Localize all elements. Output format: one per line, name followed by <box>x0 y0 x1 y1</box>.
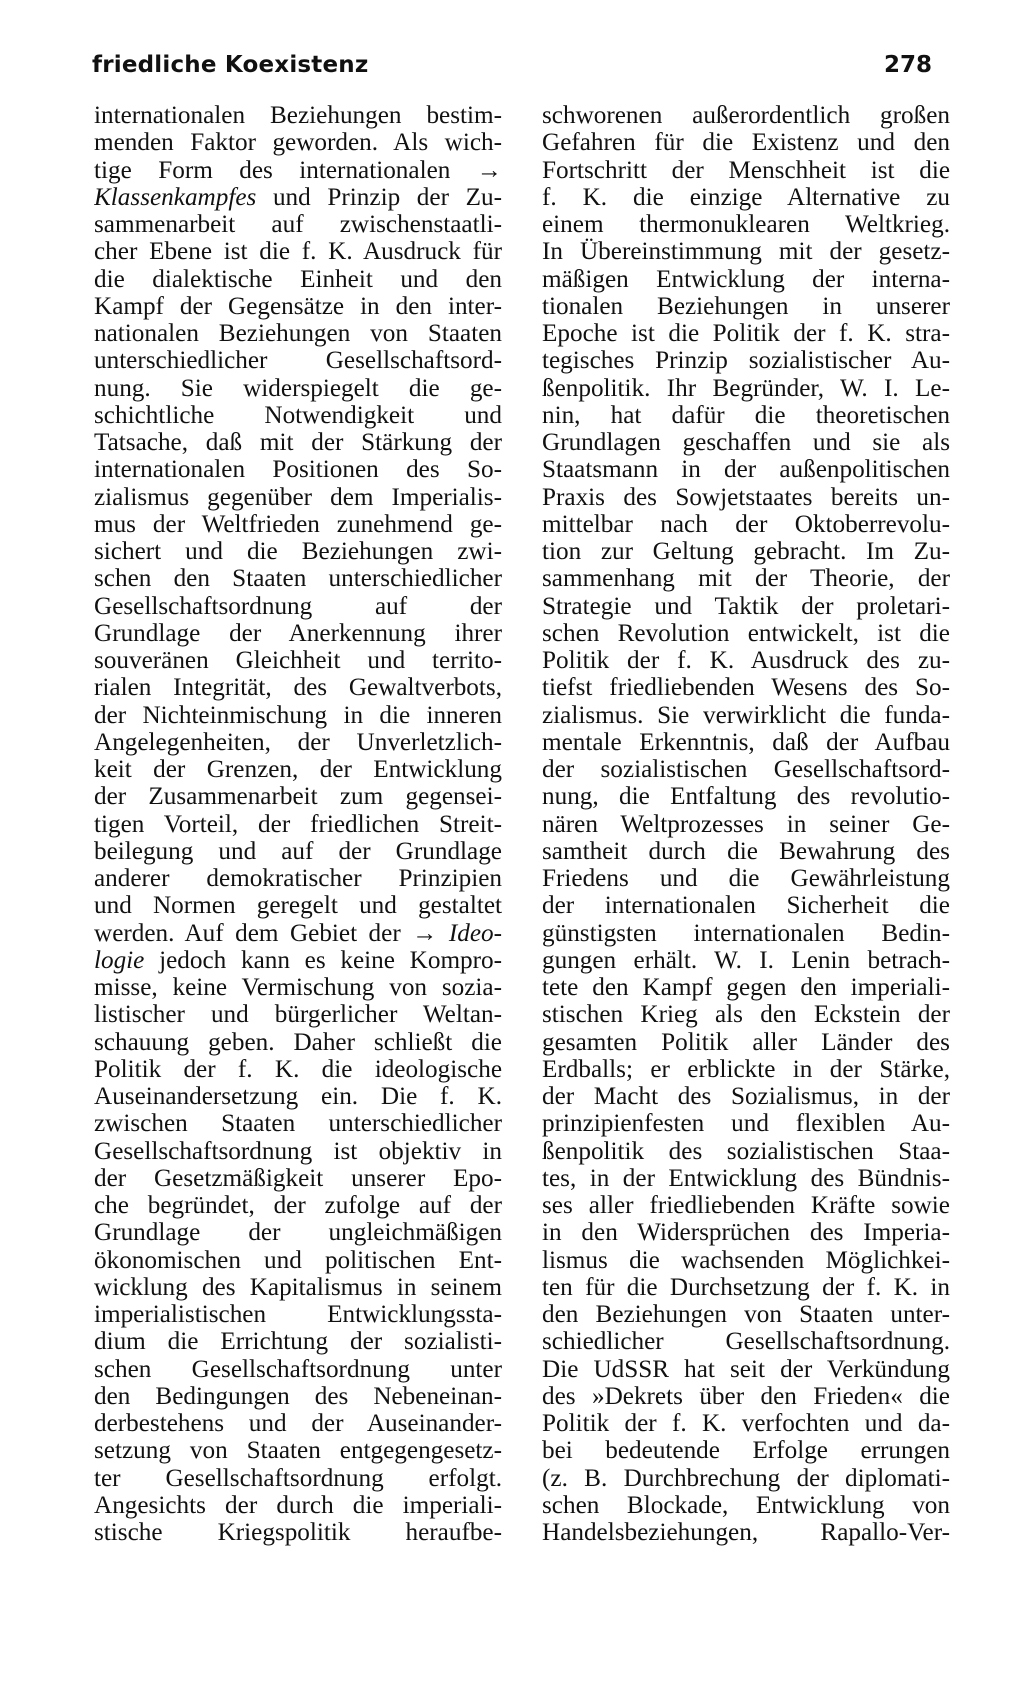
text-line: schen Revolution entwickelt, ist die <box>542 619 950 647</box>
text-line: nären Weltprozesses in seiner Ge- <box>542 810 950 838</box>
text-line: die dialektische Einheit und den <box>94 265 502 293</box>
text-line: Erdballs; er erblickte in der Stärke, <box>542 1055 950 1083</box>
text-line: der internationalen Sicherheit die <box>542 892 950 920</box>
text-line: einem thermonuklearen Weltkrieg. <box>542 211 950 238</box>
text-line: Tatsache, daß mit der Stärkung der <box>94 429 502 456</box>
text-line: beilegung und auf der Grundlage <box>94 837 502 865</box>
text-line: schichtliche Notwendigkeit und <box>94 401 502 429</box>
text-line: anderer demokratischer Prinzipien <box>94 865 502 892</box>
text-line: tegisches Prinzip sozialistischer Au- <box>542 347 950 375</box>
text-line: Kampf der Gegensätze in den inter- <box>94 292 502 320</box>
text-line: und Normen geregelt und gestaltet <box>94 892 502 920</box>
text-line: Grundlage der Anerkennung ihrer <box>94 619 502 647</box>
text-line: werden. Auf dem Gebiet der → Ideo- <box>94 919 502 947</box>
text-line: Handelsbeziehungen, Rapallo-Ver- <box>542 1519 950 1546</box>
text-line: der Zusammenarbeit zum gegensei- <box>94 783 502 811</box>
text-line: dium die Errichtung der sozialisti- <box>94 1328 502 1356</box>
text-line: mus der Weltfrieden zunehmend ge- <box>94 510 502 538</box>
text-line: nung, die Entfaltung des revolutio- <box>542 783 950 811</box>
text-line: wicklung des Kapitalismus in seinem <box>94 1273 502 1301</box>
text-line: stischen Krieg als den Eckstein der <box>542 1001 950 1029</box>
text-line: günstigsten internationalen Bedin- <box>542 919 950 947</box>
text-line: nationalen Beziehungen von Staaten <box>94 320 502 347</box>
text-line: schen den Staaten unterschiedlicher <box>94 565 502 593</box>
text-line: Gesellschaftsordnung ist objektiv in <box>94 1137 502 1165</box>
text-line: ßenpolitik des sozialistischen Staa- <box>542 1137 950 1165</box>
text-line: listischer und bürgerlicher Weltan- <box>94 1001 502 1029</box>
text-line: tion zur Geltung gebracht. Im Zu- <box>542 538 950 565</box>
text-line: unterschiedlicher Gesellschaftsord- <box>94 347 502 375</box>
text-line: Grundlage der ungleichmäßigen <box>94 1219 502 1247</box>
text-line: ter Gesellschaftsordnung erfolgt. <box>94 1464 502 1492</box>
text-line: ökonomischen und politischen Ent- <box>94 1246 502 1274</box>
text-line: che begründet, der zufolge auf der <box>94 1192 502 1219</box>
text-line: nung. Sie widerspiegelt die ge- <box>94 374 502 402</box>
text-line: Angesichts der durch die imperiali- <box>94 1491 502 1519</box>
text-line: Staatsmann in der außenpolitischen <box>542 456 950 484</box>
text-line: souveränen Gleichheit und territo- <box>94 647 502 674</box>
text-line: Politik der f. K. Ausdruck des zu- <box>542 647 950 674</box>
text-line: der Macht des Sozialismus, in der <box>542 1083 950 1110</box>
text-line: tigen Vorteil, der friedlichen Streit- <box>94 810 502 838</box>
text-line: sammenhang mit der Theorie, der <box>542 565 950 593</box>
text-line: gungen erhält. W. I. Lenin betrach- <box>542 946 950 974</box>
text-line: den Beziehungen von Staaten unter- <box>542 1301 950 1328</box>
text-line: tiefst friedliebenden Wesens des So- <box>542 674 950 702</box>
text-line: tete den Kampf gegen den imperiali- <box>542 974 950 1001</box>
text-line: (z. B. Durchbrechung der diplomati- <box>542 1464 950 1492</box>
text-line: sichert und die Beziehungen zwi- <box>94 538 502 565</box>
text-line: schiedlicher Gesellschaftsordnung. <box>542 1328 950 1356</box>
text-line: imperialistischen Entwicklungssta- <box>94 1301 502 1328</box>
page-header <box>92 52 932 86</box>
text-column-left <box>94 102 502 1546</box>
text-line: bei bedeutende Erfolge errungen <box>542 1437 950 1465</box>
text-line: rialen Integrität, des Gewaltverbots, <box>94 674 502 702</box>
text-line: nin, hat dafür die theoretischen <box>542 401 950 429</box>
text-line: Friedens und die Gewährleistung <box>542 865 950 892</box>
text-line: Strategie und Taktik der proletari- <box>542 592 950 620</box>
text-line: derbestehens und der Auseinander- <box>94 1410 502 1437</box>
text-line: in den Widersprüchen des Imperia- <box>542 1219 950 1247</box>
text-column-right <box>542 102 950 1546</box>
text-line: In Übereinstimmung mit der gesetz- <box>542 238 950 266</box>
text-line: zwischen Staaten unterschiedlicher <box>94 1110 502 1138</box>
text-line: Praxis des Sowjetstaates bereits un- <box>542 483 950 511</box>
text-line: misse, keine Vermischung von sozia- <box>94 974 502 1001</box>
text-line: ses aller friedliebenden Kräfte sowie <box>542 1192 950 1219</box>
text-line: Epoche ist die Politik der f. K. stra- <box>542 320 950 347</box>
text-line: Politik der f. K. die ideologische <box>94 1055 502 1083</box>
text-line: keit der Grenzen, der Entwicklung <box>94 756 502 783</box>
text-line: zialismus. Sie verwirklicht die funda- <box>542 701 950 729</box>
text-line: cher Ebene ist die f. K. Ausdruck für <box>94 238 502 266</box>
text-line: mäßigen Entwicklung der interna- <box>542 265 950 293</box>
text-line: Fortschritt der Menschheit ist die <box>542 156 950 184</box>
text-line: internationalen Beziehungen bestim- <box>94 102 502 129</box>
text-line: ßenpolitik. Ihr Begründer, W. I. Le- <box>542 374 950 402</box>
text-line: setzung von Staaten entgegengesetz- <box>94 1437 502 1465</box>
text-line: Politik der f. K. verfochten und da- <box>542 1410 950 1437</box>
text-line: schauung geben. Daher schließt die <box>94 1028 502 1056</box>
text-line: internationalen Positionen des So- <box>94 456 502 484</box>
text-line: gesamten Politik aller Länder des <box>542 1028 950 1056</box>
text-line: lismus die wachsenden Möglichkei- <box>542 1246 950 1274</box>
text-line: den Bedingungen des Nebeneinan- <box>94 1382 502 1410</box>
text-line: der sozialistischen Gesellschaftsord- <box>542 756 950 783</box>
text-line: ten für die Durchsetzung der f. K. in <box>542 1273 950 1301</box>
text-line: zialismus gegenüber dem Imperialis- <box>94 483 502 511</box>
text-line: der Nichteinmischung in die inneren <box>94 701 502 729</box>
text-line: mittelbar nach der Oktoberrevolu- <box>542 510 950 538</box>
text-line: logie jedoch kann es keine Kompro- <box>94 946 502 974</box>
text-line: Angelegenheiten, der Unverletzlich- <box>94 728 502 756</box>
text-line: des »Dekrets über den Frieden« die <box>542 1382 950 1410</box>
text-line: tige Form des internationalen → <box>94 156 502 184</box>
text-line: schworenen außerordentlich großen <box>542 102 950 129</box>
running-head: friedliche Koexistenz <box>92 52 369 78</box>
text-line: tes, in der Entwicklung des Bündnis- <box>542 1164 950 1192</box>
text-line: sammenarbeit auf zwischenstaatli- <box>94 211 502 238</box>
text-line: der Gesetzmäßigkeit unserer Epo- <box>94 1164 502 1192</box>
text-line: samtheit durch die Bewahrung des <box>542 837 950 865</box>
text-line: Gefahren für die Existenz und den <box>542 129 950 157</box>
page-number: 278 <box>883 52 932 78</box>
text-line: schen Gesellschaftsordnung unter <box>94 1355 502 1383</box>
text-line: menden Faktor geworden. Als wich- <box>94 129 502 157</box>
text-line: prinzipienfesten und flexiblen Au- <box>542 1110 950 1138</box>
text-line: tionalen Beziehungen in unserer <box>542 292 950 320</box>
text-line: Gesellschaftsordnung auf der <box>94 592 502 620</box>
text-line: Die UdSSR hat seit der Verkündung <box>542 1355 950 1383</box>
text-line: f. K. die einzige Alternative zu <box>542 183 950 211</box>
text-line: Auseinandersetzung ein. Die f. K. <box>94 1083 502 1110</box>
text-line: stische Kriegspolitik heraufbe- <box>94 1519 502 1546</box>
text-line: Grundlagen geschaffen und sie als <box>542 429 950 456</box>
text-line: mentale Erkenntnis, daß der Aufbau <box>542 728 950 756</box>
text-line: Klassenkampfes und Prinzip der Zu- <box>94 183 502 211</box>
text-line: schen Blockade, Entwicklung von <box>542 1491 950 1519</box>
